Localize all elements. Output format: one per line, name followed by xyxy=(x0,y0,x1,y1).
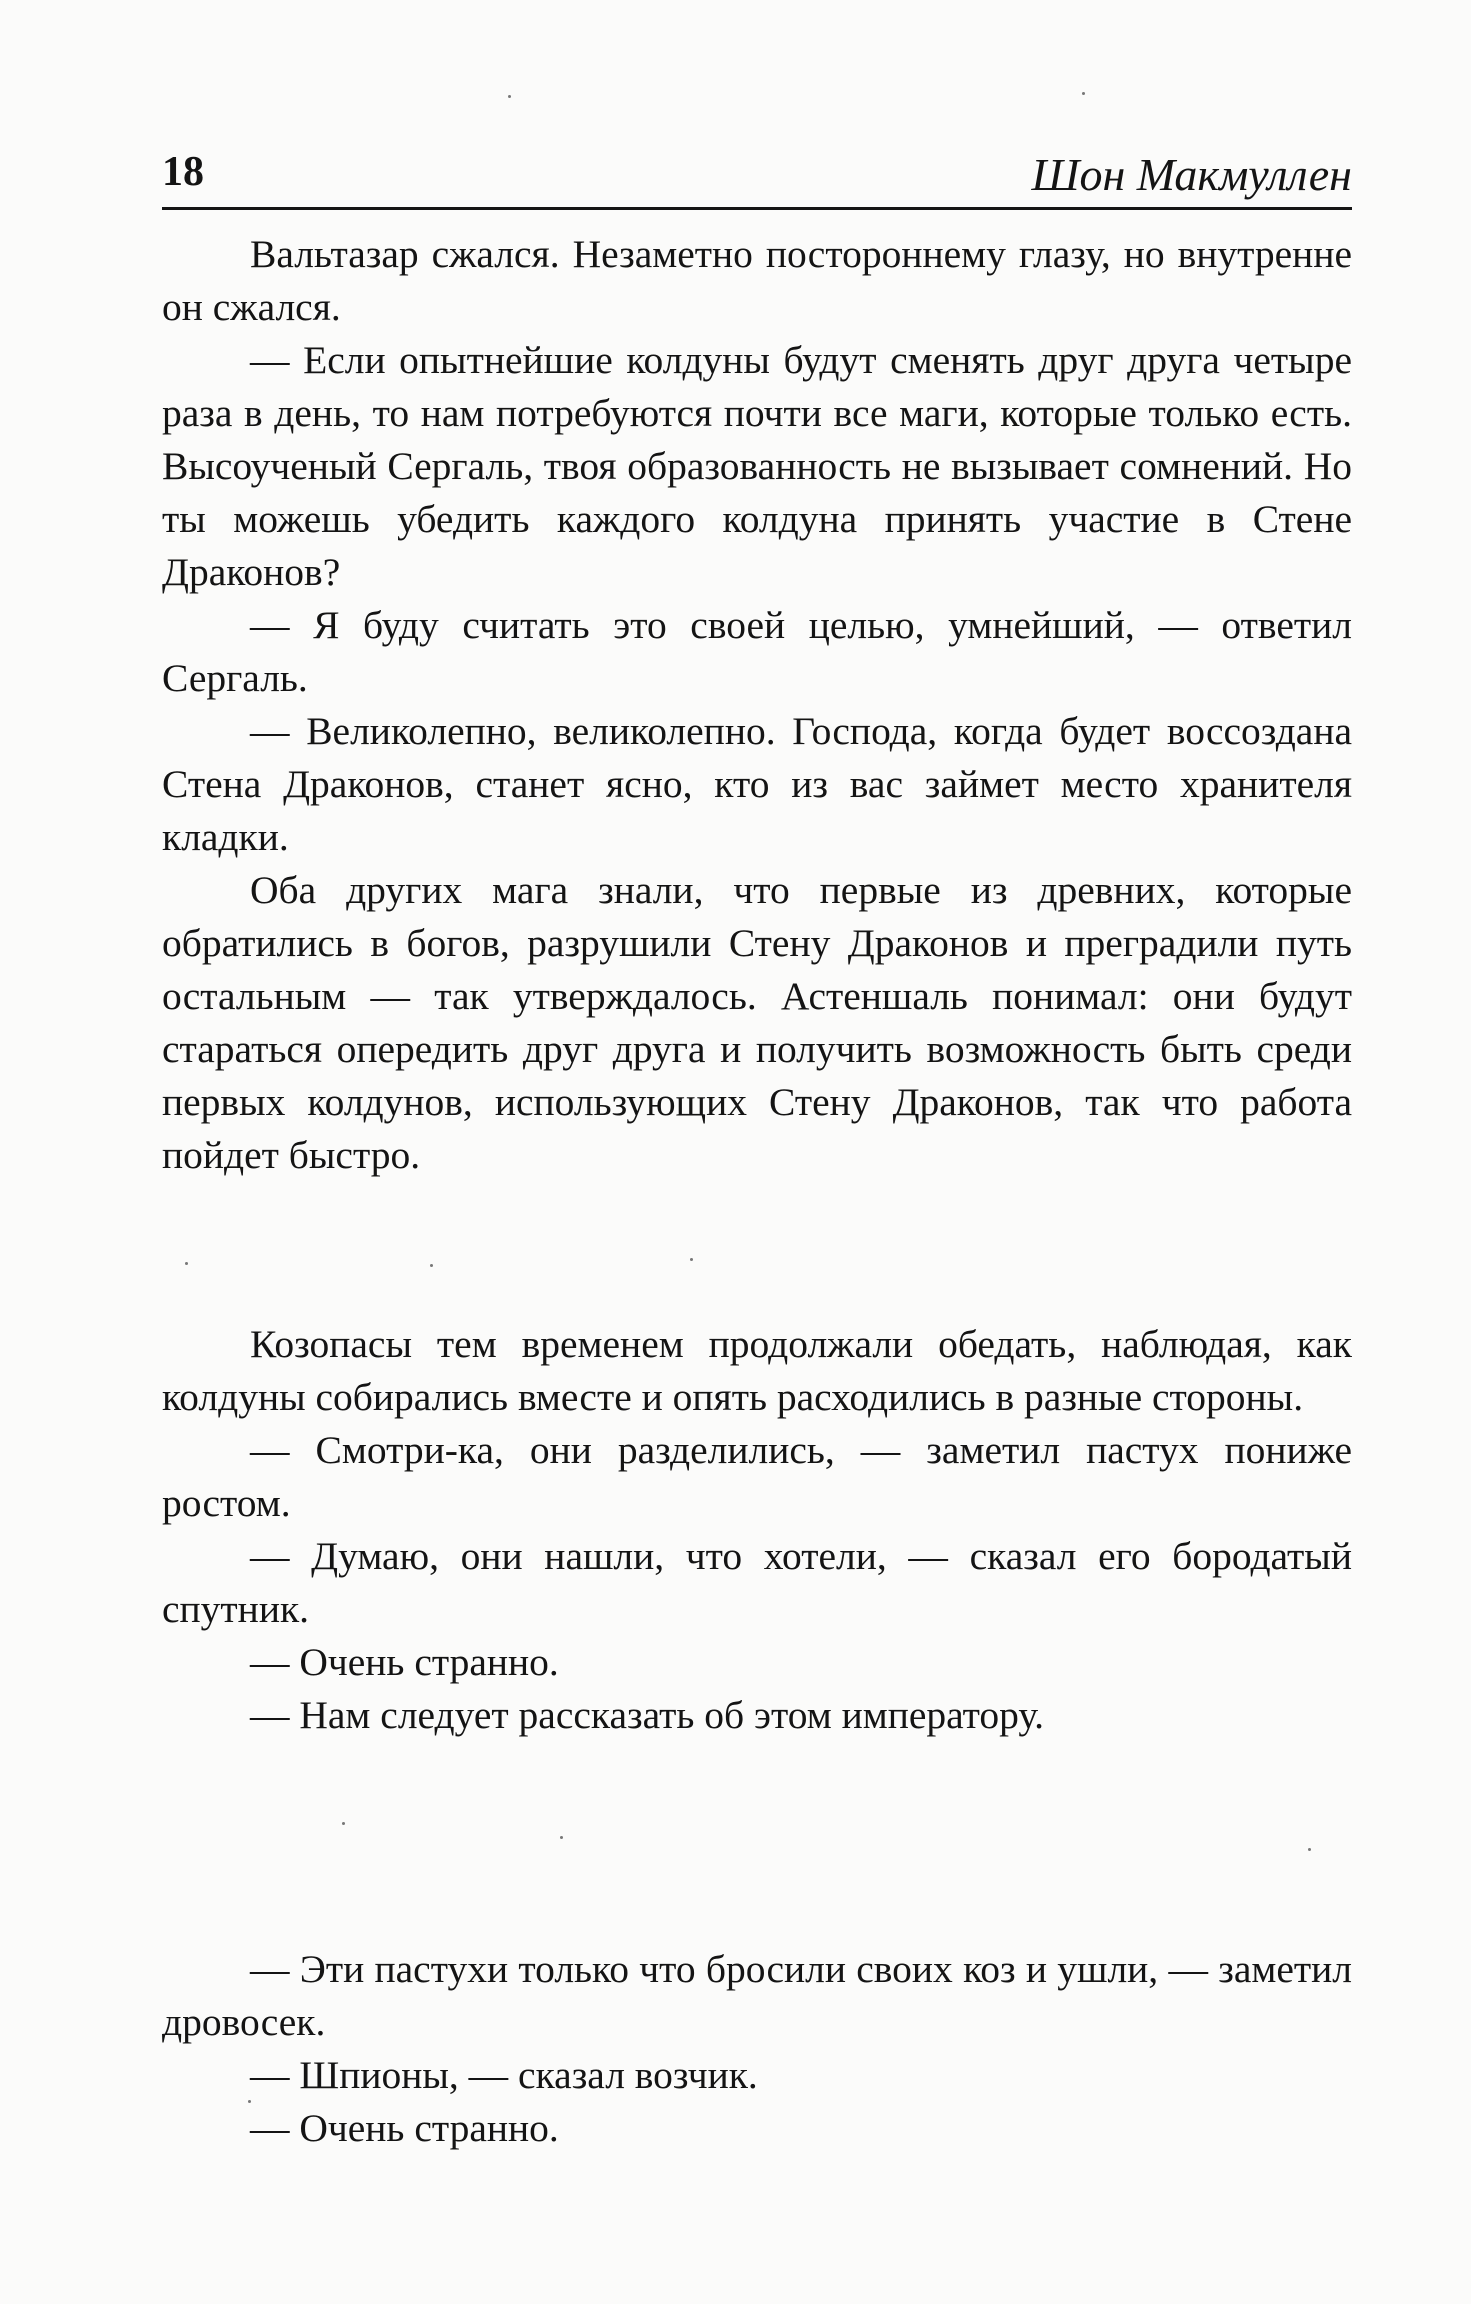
paragraph: — Если опытнейшие колдуны будут сменять друг друга четыре раза в день, то нам потребуются почти все маги, которые только есть. Высоученый Сергаль, твоя образованность не вызывает сомнений. Но ты можешь убедить каждого колдуна принять участие в Стене Драконов? xyxy=(162,338,1352,594)
scan-speck xyxy=(248,2100,251,2103)
scan-speck xyxy=(508,95,511,98)
scan-speck xyxy=(1082,92,1085,95)
paragraph: — Я буду считать это своей целью, умнейший, — ответил Сергаль. xyxy=(162,603,1352,700)
scan-speck xyxy=(430,1264,433,1267)
text-section-3 xyxy=(162,1943,1352,2155)
text-section-1 xyxy=(162,228,1352,1182)
paragraph: Вальтазар сжался. Незаметно постороннему глазу, но внутренне он сжался. xyxy=(162,232,1352,329)
scan-speck xyxy=(560,1836,563,1839)
paragraph: — Нам следует рассказать об этом императору. xyxy=(250,1693,1045,1737)
scan-speck xyxy=(185,1262,188,1265)
page-number: 18 xyxy=(162,149,204,195)
paragraph: — Эти пастухи только что бросили своих коз и ушли, — заметил дровосек. xyxy=(162,1947,1352,2044)
text-section-2 xyxy=(162,1318,1352,1742)
paragraph: Оба других мага знали, что первые из древних, которые обратились в богов, разрушили Стену Драконов и преградили путь остальным — так утверждалось. Астеншаль понимал: они будут стараться опередить друг друга и получить возможность быть среди первых колдунов, использующих Стену Драконов, так что работа пойдет быстро. xyxy=(162,868,1352,1177)
header-rule xyxy=(162,207,1352,210)
paragraph: — Очень странно. xyxy=(250,2106,559,2150)
paragraph: — Очень странно. xyxy=(250,1640,559,1684)
paragraph: — Думаю, они нашли, что хотели, — сказал его бородатый спутник. xyxy=(162,1534,1352,1631)
scan-speck xyxy=(342,1822,345,1825)
paragraph: — Смотри-ка, они разделились, — заметил пастух пониже ростом. xyxy=(162,1428,1352,1525)
scan-speck xyxy=(690,1258,693,1261)
page-header xyxy=(162,140,1352,210)
scan-speck xyxy=(1308,1848,1311,1851)
paragraph: — Шпионы, — сказал возчик. xyxy=(250,2053,758,2097)
running-title: Шон Макмуллен xyxy=(1031,149,1352,200)
paragraph: — Великолепно, великолепно. Господа, когда будет воссоздана Стена Драконов, станет ясно, кто из вас займет место хранителя кладки. xyxy=(162,709,1352,859)
paragraph: Козопасы тем временем продолжали обедать, наблюдая, как колдуны собирались вместе и опять расходились в разные стороны. xyxy=(162,1322,1352,1419)
